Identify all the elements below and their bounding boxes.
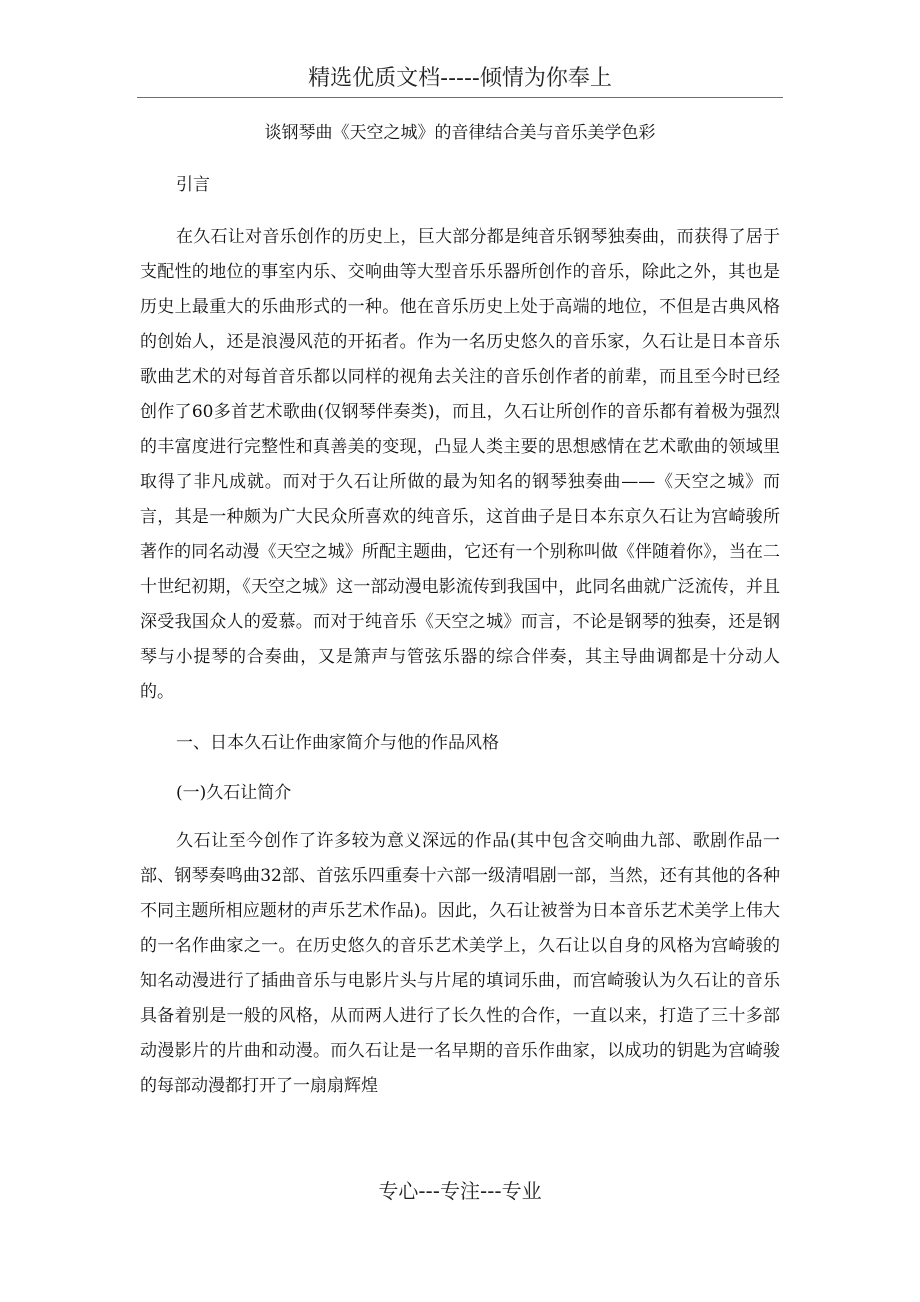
section-heading-intro: 引言 bbox=[176, 175, 210, 195]
paragraph-intro: 在久石让对音乐创作的历史上，巨大部分都是纯音乐钢琴独奏曲，而获得了居于支配性的地位的事室内乐、交响曲等大型音乐乐器所创作的音乐，除此之外，其也是历史上最重大的乐曲形式的一种。他在音乐历史上处于高端的地位，不但是古典风格的创始人，还是浪漫风范的开拓者。作为一名历史悠久的音乐家，久石让是日本音乐歌曲艺术的对每首音乐都以同样的视角去关注的音乐创作者的前辈，而且至今时已经创作了60多首艺术歌曲(仅钢琴伴奏类)，而且，久石让所创作的音乐都有着极为强烈的丰富度进行完整性和真善美的变现，凸显人类主要的思想感情在艺术歌曲的领域里取得了非凡成就。而对于久石让所做的最为知名的钢琴独奏曲——《天空之城》而言，其是一种颇为广大民众所喜欢的纯音乐，这首曲子是日本东京久石让为宫崎骏所著作的同名动漫《天空之城》所配主题曲，它还有一个别称叫做《伴随着你》，当在二十世纪初期，《天空之城》这一部动漫电影流传到我国中，此同名曲就广泛流传，并且深受我国众人的爱慕。而对于纯音乐《天空之城》而言，不论是钢琴的独奏，还是钢琴与小提琴的合奏曲，又是箫声与管弦乐器的综合伴奏，其主导曲调都是十分动人的。 bbox=[140, 227, 780, 702]
header-divider bbox=[137, 97, 783, 98]
subsection-heading-1: (一)久石让简介 bbox=[176, 783, 292, 803]
page-footer: 专心---专注---专业 bbox=[378, 1179, 542, 1203]
document-title: 谈钢琴曲《天空之城》的音律结合美与音乐美学色彩 bbox=[264, 123, 656, 143]
spacer bbox=[140, 710, 780, 726]
spacer bbox=[140, 202, 780, 220]
spacer bbox=[140, 810, 780, 824]
page-header-title: 精选优质文档-----倾情为你奉上 bbox=[308, 66, 612, 91]
spacer bbox=[140, 760, 780, 776]
paragraph-biography: 久石让至今创作了许多较为意义深远的作品(其中包含交响曲九部、歌剧作品一部、钢琴奏鸣曲32部、首弦乐四重奏十六部一级清唱剧一部，当然，还有其他的各种不同主题所相应题材的声乐艺术作品)。因此，久石让被誉为日本音乐艺术美学上伟大的一名作曲家之一。在历史悠久的音乐艺术美学上，久石让以自身的风格为宫崎骏的知名动漫进行了插曲音乐与电影片头与片尾的填词乐曲，而宫崎骏认为久石让的音乐具备着别是一般的风格，从而两人进行了长久性的合作，一直以来，打造了三十多部动漫影片的片曲和动漫。而久石让是一名早期的音乐作曲家，以成功的钥匙为宫崎骏的每部动漫都打开了一扇扇辉煌 bbox=[140, 831, 780, 1096]
document-body bbox=[140, 168, 780, 1104]
section-heading-1: 一、日本久石让作曲家简介与他的作品风格 bbox=[176, 733, 499, 753]
